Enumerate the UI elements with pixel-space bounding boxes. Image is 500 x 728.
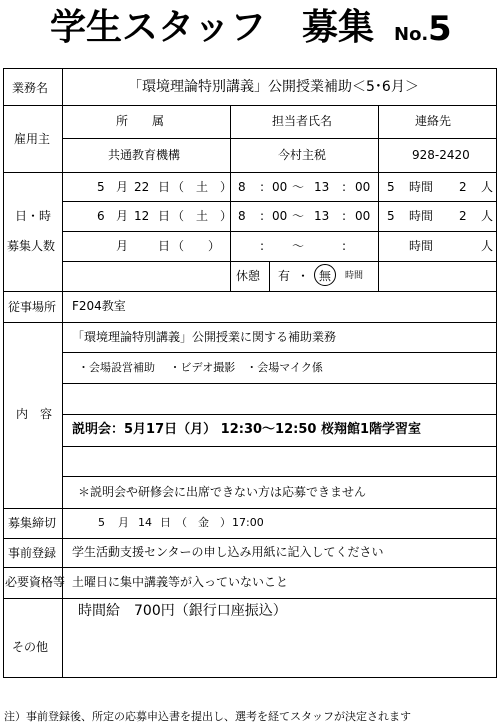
break-unit: 時間	[345, 271, 364, 281]
label-datetime: 日・時	[15, 209, 52, 223]
label-recruit-count: 募集人数	[7, 239, 56, 253]
label-pre-registration: 事前登録	[8, 546, 57, 560]
number-value: 5	[428, 9, 452, 49]
content-note: ＊説明会や研修会に出席できない方は応募できません	[78, 485, 367, 499]
break-label: 休憩	[236, 269, 261, 283]
employer-header-dept: 所 属	[116, 114, 165, 128]
requirements-value: 土曜日に集中講義等が入っていないこと	[72, 575, 289, 589]
label-requirements: 必要資格等	[5, 575, 66, 589]
break-no: 無	[319, 269, 332, 283]
job-name-value: 「環境理論特別講義」公開授業補助＜5･6月＞	[128, 79, 419, 95]
label-content: 内 容	[16, 407, 53, 421]
label-other: その他	[12, 640, 49, 654]
break-separator: ・	[297, 269, 310, 283]
employer-dept-value: 共通教育機構	[108, 148, 181, 162]
number-prefix: No.	[394, 24, 429, 45]
pre-registration-value: 学生活動支援センターの申し込み用紙に記入してください	[72, 545, 384, 559]
label-job-name: 業務名	[12, 81, 49, 95]
employer-contact-value: 928-2420	[412, 148, 470, 162]
workplace-value: F204教室	[72, 299, 126, 313]
footnote: 注）事前登録後、所定の応募申込書を提出し、選考を経てスタッフが決定されます	[4, 710, 411, 723]
employer-header-person: 担当者氏名	[272, 114, 333, 128]
content-line-1: 「環境理論特別講義」公開授業に関する補助業務	[72, 330, 337, 344]
label-deadline: 募集締切	[8, 516, 57, 530]
employer-header-contact: 連絡先	[415, 114, 452, 128]
briefing-session: 説明会：5月17日（月） 12:30〜12:50 桜翔館1階学習室	[72, 422, 421, 437]
employer-person-value: 今村主税	[278, 148, 327, 162]
content-line-2: ・会場設営補助 ・ビデオ撮影 ・会場マイク係	[78, 361, 323, 374]
page-title: 学生スタッフ 募集	[50, 7, 375, 48]
label-workplace: 従事場所	[8, 300, 57, 314]
break-yes: 有	[278, 269, 291, 283]
label-employer: 雇用主	[14, 132, 51, 146]
other-value: 時間給 700円（銀行口座振込）	[78, 603, 287, 619]
